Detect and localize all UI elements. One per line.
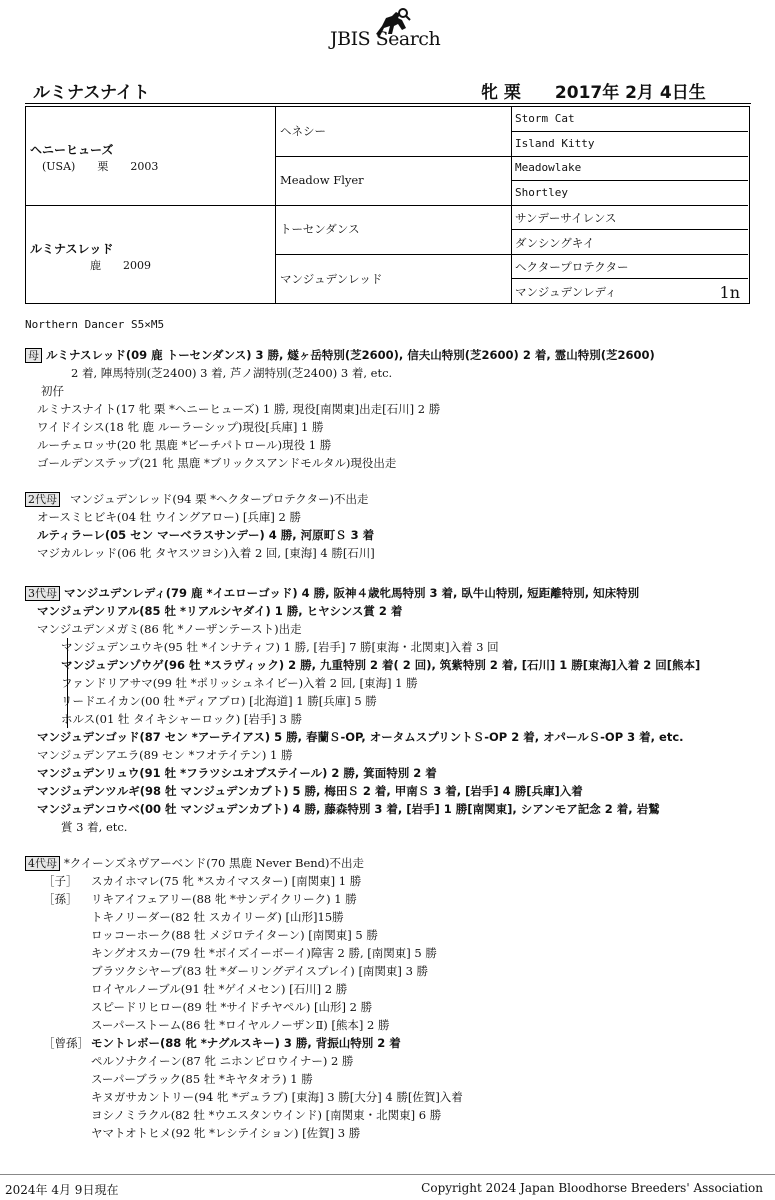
record-line: ヤマトオトヒメ(92 牝 *レシテイション) [佐賀] 3 勝: [91, 1126, 361, 1140]
section-tag: 母: [25, 348, 42, 363]
gen2-cell: マンジュデンレッド: [280, 272, 383, 286]
record-line: 賞 3 着, etc.: [61, 820, 128, 834]
record-line: オースミヒビキ(04 牡 ウイングアロー) [兵庫] 2 勝: [37, 510, 302, 524]
generation-label: ［曾孫］: [43, 1036, 89, 1050]
gen2-cell: ヘネシー: [280, 124, 326, 138]
record-line: マジカルレッド(06 牝 タヤスツヨシ)入着 2 回, [東海] 4 勝[石川]: [37, 546, 375, 560]
gen3-cell: Shortley: [515, 186, 568, 199]
copyright: Copyright 2024 Japan Bloodhorse Breeders' Association: [421, 1181, 763, 1195]
gen3-cell: ヘクタープロテクター: [515, 260, 629, 274]
gen3-cell: [515, 284, 748, 304]
footer-divider: [0, 1174, 775, 1175]
record-line: マンジユデンレディ(79 鹿 *イエローゴッド) 4 勝, 阪神４歳牝馬特別 3 着, 臥牛山特別, 短距離特別, 知床特別: [64, 586, 640, 600]
record-line: ルティラーレ(05 セン マーベラスサンデー) 4 勝, 河原町Ｓ 3 着: [37, 528, 375, 542]
record-line: ワイドイシス(18 牝 鹿 ルーラーシップ)現役[兵庫] 1 勝: [37, 420, 324, 434]
gen3-cell: サンデーサイレンス: [515, 211, 617, 225]
gen3-name: マンジュデンレディ: [515, 285, 617, 299]
record-line: ルミナスナイト(17 牝 栗 *ヘニーヒューズ) 1 勝, 現役[南関東]出走[石川] 2 勝: [37, 402, 441, 416]
record-line: マンジュデンアエラ(89 セン *フオテイテン) 1 勝: [37, 748, 293, 762]
record-line: スカイホマレ(75 牝 *スカイマスター) [南関東] 1 勝: [91, 874, 362, 888]
record-line: スーパーストーム(86 牡 *ロイヤルノーザンⅡ) [熊本] 2 勝: [91, 1018, 390, 1032]
gen3-cell: ダンシングキイ: [515, 236, 595, 250]
record-line: モントレボー(88 牝 *ナグルスキー) 3 勝, 背振山特別 2 着: [91, 1036, 401, 1050]
dam-detail: 鹿 2009: [90, 259, 151, 272]
horse-info: 牝 栗 2017年 2月 4日生: [481, 83, 706, 103]
record-line: 初仔: [41, 384, 64, 398]
sire-detail: (USA) 栗 2003: [42, 160, 159, 173]
gen4-dam-section: [25, 854, 755, 1142]
as-of-date: 2024年 4月 9日現在: [5, 1183, 119, 1197]
dam-name: ルミナスレッド: [30, 242, 114, 256]
record-line: キングオスカー(79 牡 *ボイズイーボーイ)障害 2 勝, [南関東] 5 勝: [91, 946, 437, 960]
pedigree-table: [25, 106, 750, 304]
record-line: マンジユデンメガミ(86 牝 *ノーザンテースト)出走: [37, 622, 302, 636]
record-line: キヌガサカントリー(94 牝 *デュラブ) [東海] 3 勝[大分] 4 勝[佐賀]入着: [91, 1090, 463, 1104]
section-tag: 4代母: [25, 856, 60, 871]
record-line: ブラツクシヤープ(83 牡 *ダーリングデイスプレイ) [南関東] 3 勝: [91, 964, 429, 978]
inbreed-mark: 1n: [719, 283, 740, 302]
record-line: マンジュデンゾウゲ(96 牡 *スラヴィック) 2 勝, 九重特別 2 着( 2 回), 筑紫特別 2 着, [石川] 1 勝[東海]入着 2 回[熊本]: [61, 658, 701, 672]
inbreeding-cross: Northern Dancer S5×M5: [25, 318, 165, 331]
sire-name: ヘニーヒューズ: [30, 143, 114, 157]
gen2-dam-section: [25, 490, 755, 562]
record-line: マンジュデンコウベ(00 牡 マンジュデンカブト) 4 勝, 藤森特別 3 着, [岩手] 1 勝[南関東], シアンモア記念 2 着, 岩鷲: [37, 802, 660, 816]
horse-name: ルミナスナイト: [33, 83, 150, 103]
record-line: マンジュデンツルギ(98 牡 マンジュデンカブト) 5 勝, 梅田Ｓ 2 着, 甲南Ｓ 3 着, [岩手] 4 勝[兵庫]入着: [37, 784, 583, 798]
generation-label: ［孫］: [43, 892, 78, 906]
gen3-cell: Meadowlake: [515, 161, 582, 174]
record-line: ロイヤルノーブル(91 牡 *ゲイメセン) [石川] 2 勝: [91, 982, 348, 996]
gen2-cell: トーセンダンス: [280, 222, 360, 236]
record-line: マンジュデンユウキ(95 牡 *インナティフ) 1 勝, [岩手] 7 勝[東海・北関東]入着 3 回: [61, 640, 499, 654]
dam-section: [25, 346, 755, 472]
record-line: マンジュデンリュウ(91 牡 *フラツシユオブステイール) 2 勝, 箕面特別 2 着: [37, 766, 437, 780]
record-line: ロッコーホーク(88 牡 メジロテイターン) [南関東] 5 勝: [91, 928, 378, 942]
gen4-dam-head: *クイーンズネヴアーベンド(70 黒鹿 Never Bend)不出走: [64, 856, 365, 870]
record-line: ホルス(01 牡 タイキシャーロック) [岩手] 3 勝: [61, 712, 303, 726]
record-line: ルミナスレッド(09 鹿 トーセンダンス) 3 勝, 燧ヶ岳特別(芝2600), 信夫山特別(芝2600) 2 着, 霊山特別(芝2600): [46, 348, 655, 362]
gen2-cell: Meadow Flyer: [280, 173, 364, 187]
section-tag: 2代母: [25, 492, 60, 507]
generation-label: ［子］: [43, 874, 78, 888]
jbis-logo: [330, 8, 460, 54]
sire-cell: [30, 141, 270, 174]
record-line: マンジュデンリアル(85 牡 *リアルシヤダイ) 1 勝, ヒヤシンス賞 2 着: [37, 604, 403, 618]
record-line: マンジュデンゴッド(87 セン *アーテイアス) 5 勝, 春蘭Ｓ-OP, オータムスプリントＳ-OP 2 着, オパールＳ-OP 3 着, etc.: [37, 730, 684, 744]
gen3-cell: Storm Cat: [515, 112, 575, 125]
record-line: ペルソナクイーン(87 牝 ニホンピロウイナー) 2 勝: [91, 1054, 354, 1068]
section-tag: 3代母: [25, 586, 60, 601]
dam-cell: [30, 240, 270, 273]
record-line: ファンドリアサマ(99 牡 *ポリッシュネイビー)入着 2 回, [東海] 1 勝: [61, 676, 418, 690]
gen3-cell: Island Kitty: [515, 137, 595, 150]
record-line: トキノリーダー(82 牡 スカイリーダ) [山形]15勝: [91, 910, 344, 924]
title-row: [33, 78, 753, 102]
record-line: マンジュデンレッド(94 栗 *ヘクタープロテクター)不出走: [70, 492, 369, 506]
logo-text: JBIS Search: [330, 28, 441, 50]
record-line: スーパーブラック(85 牡 *キヤタオラ) 1 勝: [91, 1072, 313, 1086]
record-line: ゴールデンステップ(21 牝 黒鹿 *ブリックスアンドモルタル)現役出走: [37, 456, 397, 470]
record-line: ヨシノミラクル(82 牡 *ウエスタンウインド) [南関東・北関東] 6 勝: [91, 1108, 442, 1122]
record-line: リードエイカン(00 牡 *ディアブロ) [北海道] 1 勝[兵庫] 5 勝: [61, 694, 377, 708]
title-divider: [25, 103, 751, 104]
record-line: スピードリヒロー(89 牡 *サイドチヤペル) [山形] 2 勝: [91, 1000, 373, 1014]
record-line: ルーチェロッサ(20 牝 黒鹿 *ビーチパトロール)現役 1 勝: [37, 438, 332, 452]
record-line: 2 着, 陣馬特別(芝2400) 3 着, 芦ノ湖特別(芝2400) 3 着, etc.: [71, 366, 393, 380]
gen3-dam-section: [25, 584, 755, 836]
record-line: リキアイフェアリー(88 牝 *サンデイクリーク) 1 勝: [91, 892, 357, 906]
